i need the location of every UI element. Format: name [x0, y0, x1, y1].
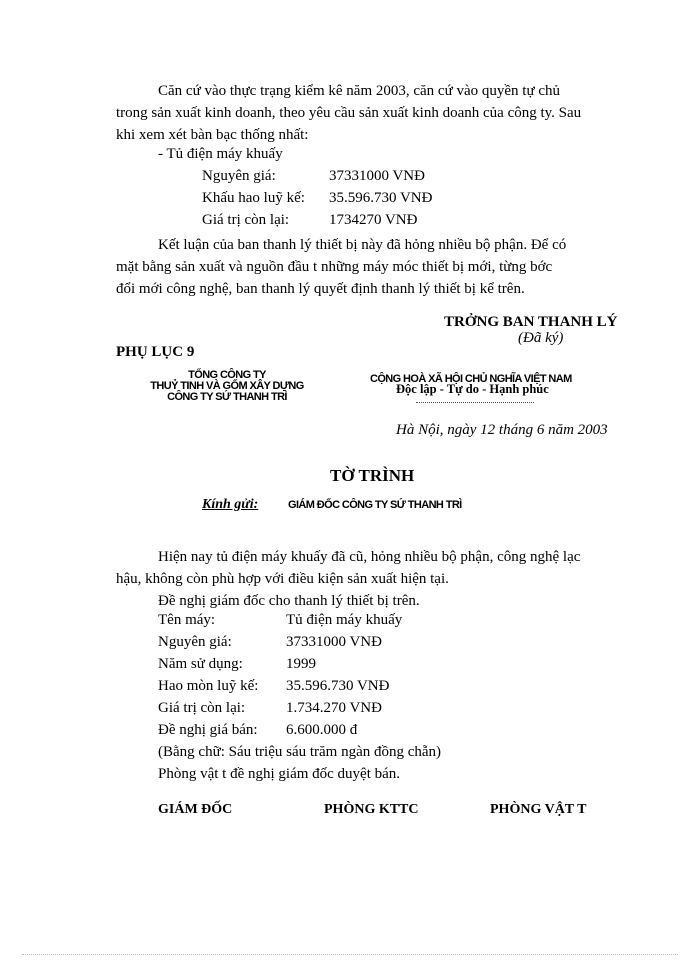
org-line: THUỶ TINH VÀ GỐM XÂY DỰNG — [150, 380, 304, 392]
detail-value: 35.596.730 VNĐ — [286, 678, 390, 694]
org-header — [118, 370, 336, 403]
doc-title: TỜ TRÌNH — [330, 466, 415, 485]
nation-divider — [416, 402, 534, 403]
signature-kttc: PHÒNG KTTC — [324, 802, 419, 817]
recipient: GIÁM ĐỐC CÔNG TY SỨ THANH TRÌ — [288, 499, 462, 511]
appendix-body-line: hậu, không còn phù hợp với điều kiện sản xuất hiện tại. — [116, 571, 449, 587]
intro-row-value: 37331000 VNĐ — [329, 168, 425, 184]
detail-value: Tủ điện máy khuấy — [286, 612, 403, 628]
signature-director: GIÁM ĐỐC — [158, 802, 233, 817]
org-line: CÔNG TY SỨ THANH TRÌ — [167, 391, 287, 403]
detail-value: 37331000 VNĐ — [286, 634, 382, 650]
detail-label: Hao mòn luỹ kế: — [158, 678, 259, 694]
detail-value: 6.600.000 đ — [286, 722, 358, 738]
amount-in-words: (Bằng chữ: Sáu triệu sáu trăm ngàn đồng chẵn) — [158, 744, 442, 760]
appendix-body-line: Hiện nay tủ điện máy khuấy đã cũ, hỏng nhiều bộ phận, công nghệ lạc — [158, 549, 581, 565]
detail-label: Năm sử dụng: — [158, 656, 243, 672]
org-line: TỔNG CÔNG TY — [188, 369, 266, 381]
kinh-gui-label: Kính gửi: — [202, 497, 259, 512]
detail-label: Giá trị còn lại: — [158, 700, 246, 716]
signature-title: TRỞNG BAN THANH LÝ — [444, 314, 618, 330]
appendix-body-line: Đề nghị giám đốc cho thanh lý thiết bị trên. — [158, 593, 420, 609]
signature-vat-tu: PHÒNG VẬT T — [490, 802, 587, 817]
closing-line: Phòng vật t đề nghị giám đốc duyệt bán. — [158, 766, 401, 782]
intro-row-value: 1734270 VNĐ — [329, 212, 418, 228]
intro-row-label: Khấu hao luỹ kế: — [202, 190, 305, 206]
intro-line: Căn cứ vào thực trạng kiểm kê năm 2003, căn cứ vào quyền tự chủ — [158, 83, 560, 99]
intro-row-label: Giá trị còn lại: — [202, 212, 290, 228]
page-bottom-border — [22, 954, 678, 955]
appendix-title: PHỤ LỤC 9 — [116, 344, 195, 360]
intro-item: - Tủ điện máy khuấy — [158, 146, 283, 162]
intro-row-value: 35.596.730 VNĐ — [329, 190, 433, 206]
conclusion-line: đổi mới công nghệ, ban thanh lý quyết định thanh lý thiết bị kể trên. — [116, 281, 525, 297]
conclusion-paragraph — [116, 234, 632, 300]
intro-line: trong sản xuất kinh doanh, theo yêu cầu sản xuất kinh doanh của công ty. Sau — [116, 105, 582, 121]
intro-paragraph — [116, 80, 632, 146]
detail-value: 1999 — [286, 656, 316, 672]
detail-label: Nguyên giá: — [158, 634, 232, 650]
appendix-body — [116, 546, 632, 612]
conclusion-line: mặt bằng sản xuất và nguồn đầu t những máy móc thiết bị mới, từng bớc — [116, 259, 553, 275]
conclusion-line: Kết luận của ban thanh lý thiết bị này đã hỏng nhiều bộ phận. Để có — [158, 237, 567, 253]
signature-note: (Đã ký) — [518, 330, 564, 346]
intro-line: khi xem xét bàn bạc thống nhất: — [116, 127, 309, 143]
intro-row-label: Nguyên giá: — [202, 168, 276, 184]
detail-label: Tên máy: — [158, 612, 216, 628]
place-date: Hà Nội, ngày 12 tháng 6 năm 2003 — [396, 422, 608, 438]
detail-value: 1.734.270 VNĐ — [286, 700, 382, 716]
nation-line-1: CỘNG HOÀ XÃ HỘI CHỦ NGHĨA VIỆT NAM — [370, 373, 572, 385]
nation-line-2: Độc lập - Tự do - Hạnh phúc — [396, 382, 549, 396]
detail-label: Đề nghị giá bán: — [158, 722, 258, 738]
